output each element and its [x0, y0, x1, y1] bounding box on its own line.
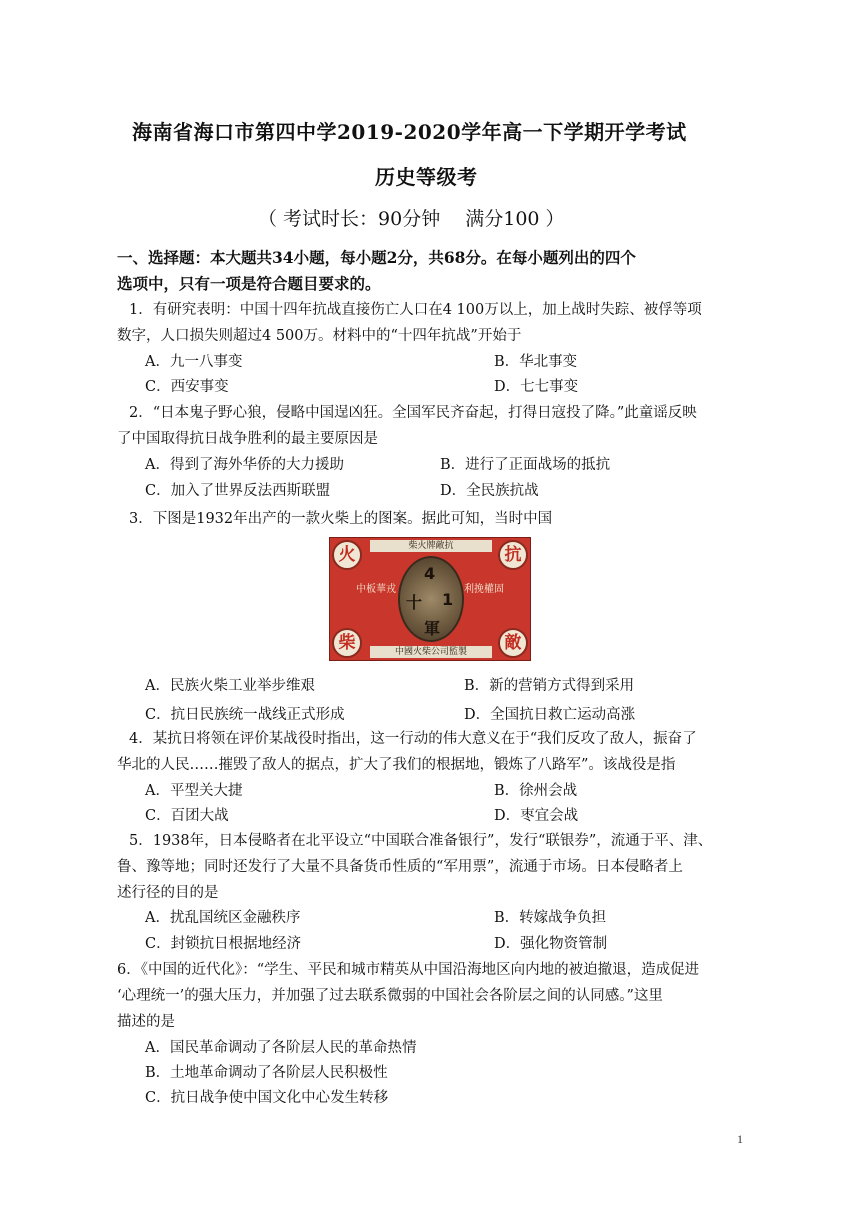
- question-1-line2: 数字，人口损失则超过4 500万。材料中的“十四年抗战”开始于: [117, 328, 522, 344]
- exam-title: 海南省海口市第四中学2019-2020学年高一下学期开学考试: [132, 120, 687, 144]
- exam-subtitle: 历史等级考: [375, 165, 478, 189]
- exam-info: （ 考试时长：90分钟 满分100 ）: [258, 208, 565, 230]
- page-number: 1: [737, 1132, 743, 1146]
- question-3-line1: 3．下图是1932年出产的一款火柴上的图案。据此可知，当时中国: [129, 511, 553, 527]
- matchbox-bottom-text: 中國火柴公司監製: [370, 646, 492, 658]
- question-2-option-a[interactable]: A．得到了海外华侨的大力援助: [145, 457, 344, 473]
- question-5-line1: 5．1938年，日本侵略者在北平设立“中国联合准备银行”，发行“联银券”，流通于平、津、: [129, 833, 713, 849]
- question-2-option-d[interactable]: D．全民族抗战: [440, 483, 539, 499]
- question-2-line1: 2．“日本鬼子野心狼，侵略中国逞凶狂。全国军民齐奋起，打得日寇投了降。”此童谣反映: [129, 405, 697, 421]
- emblem-mark-left: 十: [406, 593, 423, 612]
- question-1-line1: 1．有研究表明：中国十四年抗战直接伤亡人口在4 100万以上，加上战时失踪、被俘等项: [129, 302, 702, 318]
- matchbox-corner-bottom-right: 敵: [498, 628, 528, 658]
- question-5-option-d[interactable]: D．强化物资管制: [494, 936, 608, 952]
- emblem-mark-top: 4: [424, 564, 436, 583]
- question-6-line3: 描述的是: [117, 1014, 175, 1030]
- question-5-line3: 述行径的目的是: [117, 885, 219, 901]
- question-4-option-a[interactable]: A．平型关大捷: [145, 783, 243, 799]
- question-5-option-c[interactable]: C．封锁抗日根据地经济: [145, 936, 302, 952]
- question-4-option-d[interactable]: D．枣宜会战: [494, 808, 579, 824]
- matchbox-left-text: 中板華戎: [356, 584, 396, 595]
- emblem-mark-bottom: 軍: [424, 619, 441, 638]
- question-4-option-b[interactable]: B．徐州会战: [494, 783, 578, 799]
- question-3-option-d[interactable]: D．全国抗日救亡运动高涨: [464, 707, 636, 723]
- matchbox-corner-top-right: 抗: [498, 540, 528, 570]
- question-4-option-c[interactable]: C．百团大战: [145, 808, 229, 824]
- section-heading-line2: 选项中，只有一项是符合题目要求的。: [117, 274, 381, 293]
- section-heading-line1: 一、选择题：本大题共34小题，每小题2分，共68分。在每小题列出的四个: [117, 248, 636, 267]
- question-2-line2: 了中国取得抗日战争胜利的最主要原因是: [117, 431, 378, 447]
- question-4-line2: 华北的人民……摧毁了敌人的据点，扩大了我们的根据地，锻炼了八路军”。该战役是指: [117, 757, 676, 773]
- question-6-option-b[interactable]: B．土地革命调动了各阶层人民积极性: [145, 1065, 388, 1081]
- matchbox-center-emblem: [398, 556, 464, 642]
- question-3-option-a[interactable]: A．民族火柴工业举步维艰: [145, 678, 315, 694]
- emblem-mark-right: 1: [442, 590, 454, 609]
- question-5-option-a[interactable]: A．扰乱国统区金融秩序: [145, 910, 301, 926]
- question-2-option-b[interactable]: B．进行了正面战场的抵抗: [440, 457, 611, 473]
- question-1-option-b[interactable]: B．华北事变: [494, 354, 578, 370]
- question-1-option-a[interactable]: A．九一八事变: [145, 354, 243, 370]
- matchbox-top-text: 柴火牌敵抗: [370, 540, 492, 552]
- question-5-option-b[interactable]: B．转嫁战争负担: [494, 910, 607, 926]
- question-1-option-d[interactable]: D．七七事变: [494, 379, 579, 395]
- question-2-option-c[interactable]: C．加入了世界反法西斯联盟: [145, 483, 331, 499]
- question-1-option-c[interactable]: C．西安事变: [145, 379, 229, 395]
- question-5-line2: 鲁、豫等地；同时还发行了大量不具备货币性质的“军用票”，流通于市场。日本侵略者上: [117, 859, 683, 875]
- question-4-line1: 4．某抗日将领在评价某战役时指出，这一行动的伟大意义在于“我们反攻了敌人，振奋了: [129, 731, 697, 747]
- question-6-line1: 6．《中国的近代化》：“学生、平民和城市精英从中国沿海地区向内地的被迫撤退，造成促进: [117, 962, 700, 978]
- matchbox-corner-bottom-left: 柴: [332, 628, 362, 658]
- question-6-option-c[interactable]: C．抗日战争使中国文化中心发生转移: [145, 1090, 389, 1106]
- matchbox-corner-top-left: 火: [332, 540, 362, 570]
- matchbox-right-text: 利挽權固: [464, 584, 504, 595]
- question-3-option-b[interactable]: B．新的营销方式得到采用: [464, 678, 635, 694]
- question-6-line2: ‘心理统一’的强大压力，并加强了过去联系微弱的中国社会各阶层之间的认同感。”这里: [117, 988, 663, 1004]
- matchbox-label-image: [329, 537, 531, 661]
- question-3-option-c[interactable]: C．抗日民族统一战线正式形成: [145, 707, 345, 723]
- question-6-option-a[interactable]: A．国民革命调动了各阶层人民的革命热情: [145, 1040, 417, 1056]
